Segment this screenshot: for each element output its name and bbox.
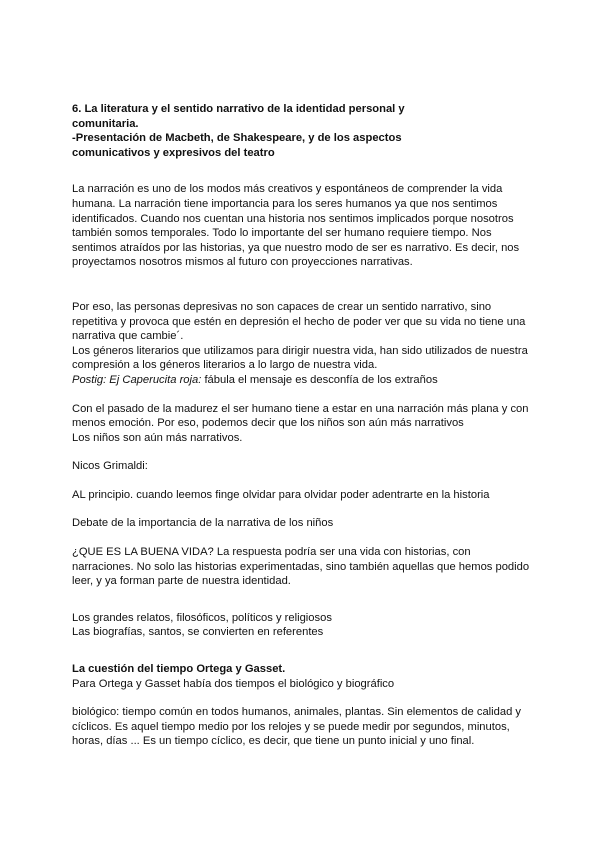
postig-text: fábula el mensaje es desconfía de los extraños — [201, 373, 438, 386]
paragraph-biologico: biológico: tiempo común en todos humanos, animales, plantas. Sin elementos de calidad y cíclicos. Es aquel tiempo medio por los relojes y se puede medir por segundos, minutos, horas, días ... Es un tiempo cíclico, es decir, que tiene un punto inicial y uno final. — [72, 706, 522, 748]
paragraph-grimaldi: Nicos Grimaldi: — [72, 460, 148, 473]
paragraph-relatos: Los grandes relatos, filosóficos, políticos y religiosos Las biografías, santos, se convierten en referentes — [72, 611, 332, 639]
section-subheading-1: -Presentación de Macbeth, de Shakespeare, y de los aspectos comunicativos y expresivos del teatro — [72, 132, 402, 159]
section-heading-1: 6. La literatura y el sentido narrativo de la identidad personal y comunitaria. — [72, 103, 405, 130]
document-page — [72, 102, 542, 749]
section-heading-2: La cuestión del tiempo Ortega y Gasset. — [72, 663, 286, 676]
paragraph-narracion: La narración es uno de los modos más creativos y espontáneos de comprender la vida humana. La narración tiene importancia para los seres humanos ya que nos sentimos identificados. Cuando nos cuentan una historia nos sentimos implicados porque nosotros también somos temporales. Todo lo importante del ser humano requiere tiempo. Nos sentimos atraídos por las historias, ya que nuestro modo de ser es narrativo. Es decir, nos proyectamos nosotros mismos al futuro con proyecciones narrativas. — [72, 183, 520, 269]
postig-label: Postig: Ej Caperucita roja: — [72, 373, 202, 386]
paragraph-principio: AL principio. cuando leemos finge olvidar para olvidar poder adentrarte en la historia — [72, 488, 490, 501]
paragraph-depresivas: Por eso, las personas depresivas no son capaces de crear un sentido narrativo, sino repetitiva y provoca que estén en depresión el hecho de poder ver que su vida no tiene una narrativa que cambie´. Los géneros literarios que utilizamos para dirigir nuestra vida, han sido utilizados de nuestra compresión a los géneros literarios a lo largo de nuestra vida. — [72, 300, 528, 372]
paragraph-debate: Debate de la importancia de la narrativa de los niños — [72, 517, 334, 530]
paragraph-buena-vida: ¿QUE ES LA BUENA VIDA? La respuesta podría ser una vida con historias, con narraciones. No solo las historias experimentadas, sino también aquellas que hemos podido leer, y ya forman parte de nuestra identidad. — [72, 546, 530, 588]
paragraph-ortega-intro: Para Ortega y Gasset había dos tiempos el biológico y biográfico — [72, 677, 395, 690]
postig-line — [72, 373, 542, 388]
paragraph-madurez: Con el pasado de la madurez el ser humano tiene a estar en una narración más plana y con menos emoción. Por eso, podemos decir que los niños son aún más narrativos Los niños son aún más narrativos. — [72, 402, 529, 444]
